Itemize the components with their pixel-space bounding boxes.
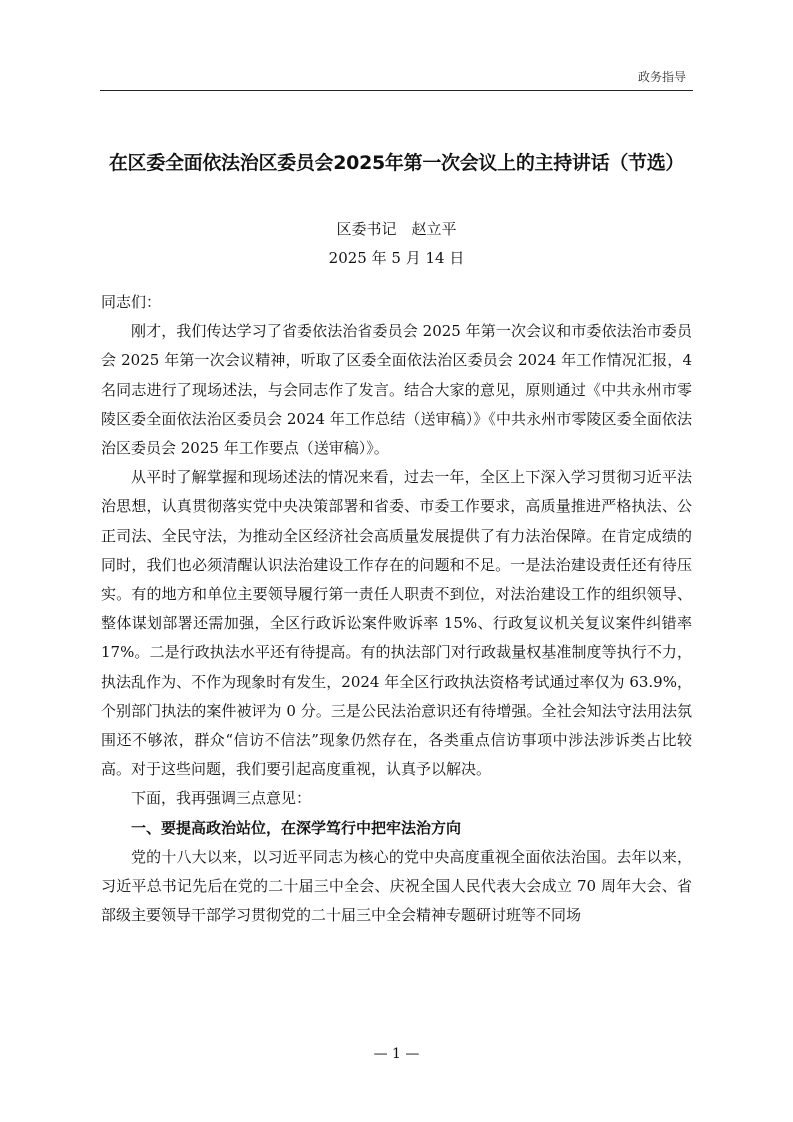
header-rule: [100, 90, 693, 91]
paragraph: 下面，我再强调三点意见：: [131, 789, 312, 808]
page-number: — 1 —: [373, 1046, 420, 1062]
header-column-tag: 政务指导: [637, 70, 686, 84]
document-title: 在区委全面依法治区委员会2025年第一次会议上的主持讲话（节选）: [108, 152, 685, 174]
salutation: 同志们：: [101, 293, 162, 311]
speech-body: [101, 288, 692, 930]
paragraph: 从平时了解掌握和现场述法的情况来看，过去一年，全区上下深入学习贯彻习近平法治思想，认真贯彻落实党中央决策部署和省委、市委工作要求，高质量推进严格执法、公正司法、全民守法，为推动全区经济社会高质量发展提供了有力法治保障。在肯定成绩的同时，我们也必须清醒认识法治建设工作存在的问题和不足。一是法治建设责任还有待压实。有的地方和单位主要领导履行第一责任人职责不到位，对法治建设工作的组织领导、整体谋划部署还需加强，全区行政诉讼案件败诉率 15%、行政复议机关复议案件纠错率 17%。二是行政执法水平还有待提高。有的执法部门对行政裁量权基准制度等执行不力，执法乱作为、不作为现象时有发生，2024 年全区行政执法资格考试通过率仅为 63.9%，个别部门执法的案件被评为 0 分。三是公民法治意识还有待增强。全社会知法守法用法氛围还不够浓，群众“信访不信法”现象仍然存在，各类重点信访事项中涉法涉诉类占比较高。对于这些问题，我们要引起高度重视，认真予以解决。: [101, 468, 692, 779]
paragraph: 刚才，我们传达学习了省委依法治省委员会 2025 年第一次会议和市委依法治市委员会 2025 年第一次会议精神，听取了区委全面依法治区委员会 2024 年工作情况汇报，4 名同志进行了现场述法，与会同志作了发言。结合大家的意见，原则通过《中共永州市零陵区委全面依法治区委员会 2024 年工作总结（送审稿）》《中共永州市零陵区委全面依法治区委员会 2025 年工作要点（送审稿）》。: [101, 322, 692, 458]
speaker-byline: 区委书记 赵立平: [336, 220, 457, 238]
speech-date: 2025 年 5 月 14 日: [328, 249, 465, 267]
paragraph: 党的十八大以来，以习近平同志为核心的党中央高度重视全面依法治国。去年以来，习近平总书记先后在党的二十届三中全会、庆祝全国人民代表大会成立 70 周年大会、省部级主要领导干部学习贯彻党的二十届三中全会精神专题研讨班等不同场: [101, 847, 692, 925]
section-heading: 一、要提高政治站位，在深学笃行中把牢法治方向: [131, 818, 462, 837]
